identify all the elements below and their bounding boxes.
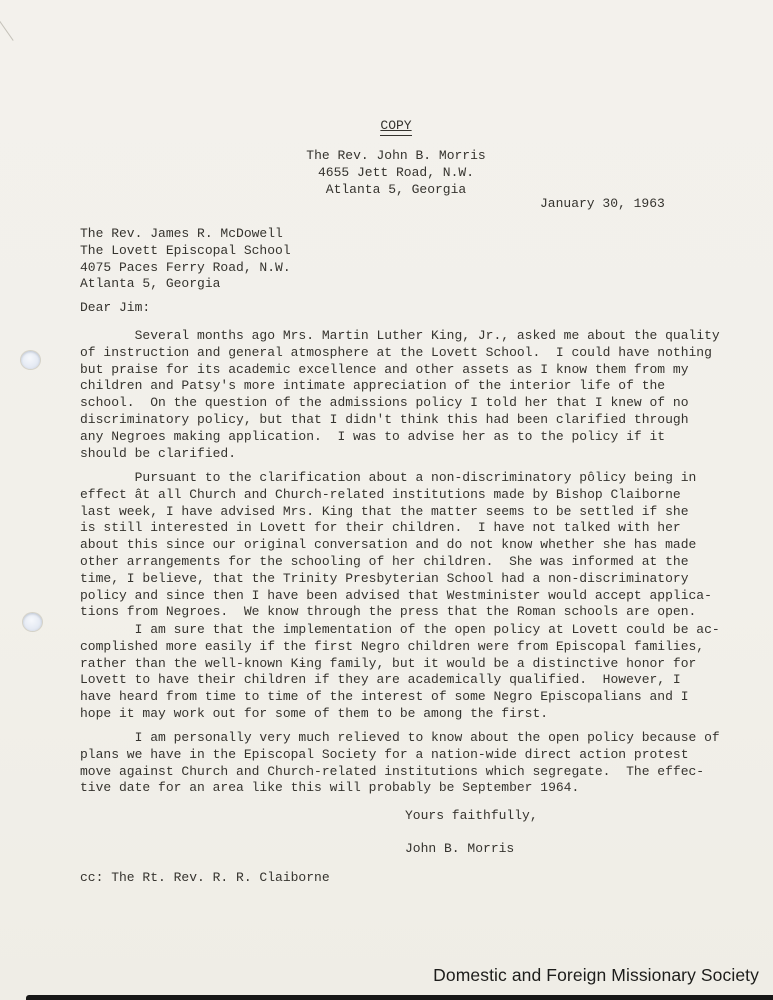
punch-hole-top xyxy=(21,351,40,369)
watermark: Domestic and Foreign Missionary Society xyxy=(433,965,759,985)
paragraph-4: I am personally very much relieved to know about the open policy because of plans we have in the Episcopal Society for a nation-wide direct action protest move against Church and Church-related institutions which segregate. The effec- tive date for an area like this will probably be September 1964. xyxy=(80,730,720,796)
cc-line: cc: The Rt. Rev. R. R. Claiborne xyxy=(80,870,330,885)
copy-heading-wrap xyxy=(286,118,506,136)
sender-address-block: The Rev. John B. Morris 4655 Jett Road, N.W. Atlanta 5, Georgia xyxy=(306,148,486,197)
paragraph-2: Pursuant to the clarification about a non-discriminatory pôlicy being in effect ât all Church and Church-related institutions made by Bishop Claiborne last week, I have advised Mrs. King that the matter seems to be settled if she is still interested in Lovett for their children. I have not talked with her about this since our original conversation and do not know whether she has made other arrangements for the schooling of her children. She was informed at the time, I believe, that the Trinity Presbyterian School had a non-discriminatory policy and since then I have been advised that Westminister would accept applica- tions from Negroes. We know through the press that the Roman schools are open. xyxy=(80,470,712,620)
page-corner-crease xyxy=(0,4,14,41)
paragraph-1: Several months ago Mrs. Martin Luther King, Jr., asked me about the quality of instruction and general atmosphere at the Lovett School. I could have nothing but praise for its academic excellence and other assets as I know them from my children and Patsy's more intimate appreciation of the interior life of the school. On the question of the admissions policy I told her that I knew of no discriminatory policy, but that I didn't think this had been clarified through any Negroes making application. I was to advise her as to the policy if it should be clarified. xyxy=(80,328,720,461)
paragraph-3: I am sure that the implementation of the open policy at Lovett could be ac- complished more easily if the first Negro children were from Episcopal families, rather than the well-known Kɨng family, but it would be a distinctive honor for Lovett to have their children if they are academically qualified. However, I have heard from time to time of the interest of some Negro Episcopalians and I hope it may work out for some of them to be among the first. xyxy=(80,622,720,721)
closing: Yours faithfully, xyxy=(405,808,538,823)
salutation: Dear Jim: xyxy=(80,300,151,315)
recipient-address-block: The Rev. James R. McDowell The Lovett Episcopal School 4075 Paces Ferry Road, N.W. Atlanta 5, Georgia xyxy=(80,226,291,292)
letter-date: January 30, 1963 xyxy=(540,196,665,211)
copy-heading: COPY xyxy=(380,118,411,136)
scan-bottom-edge xyxy=(26,995,773,1000)
signature-name: John B. Morris xyxy=(405,841,515,856)
punch-hole-bottom xyxy=(23,613,42,631)
